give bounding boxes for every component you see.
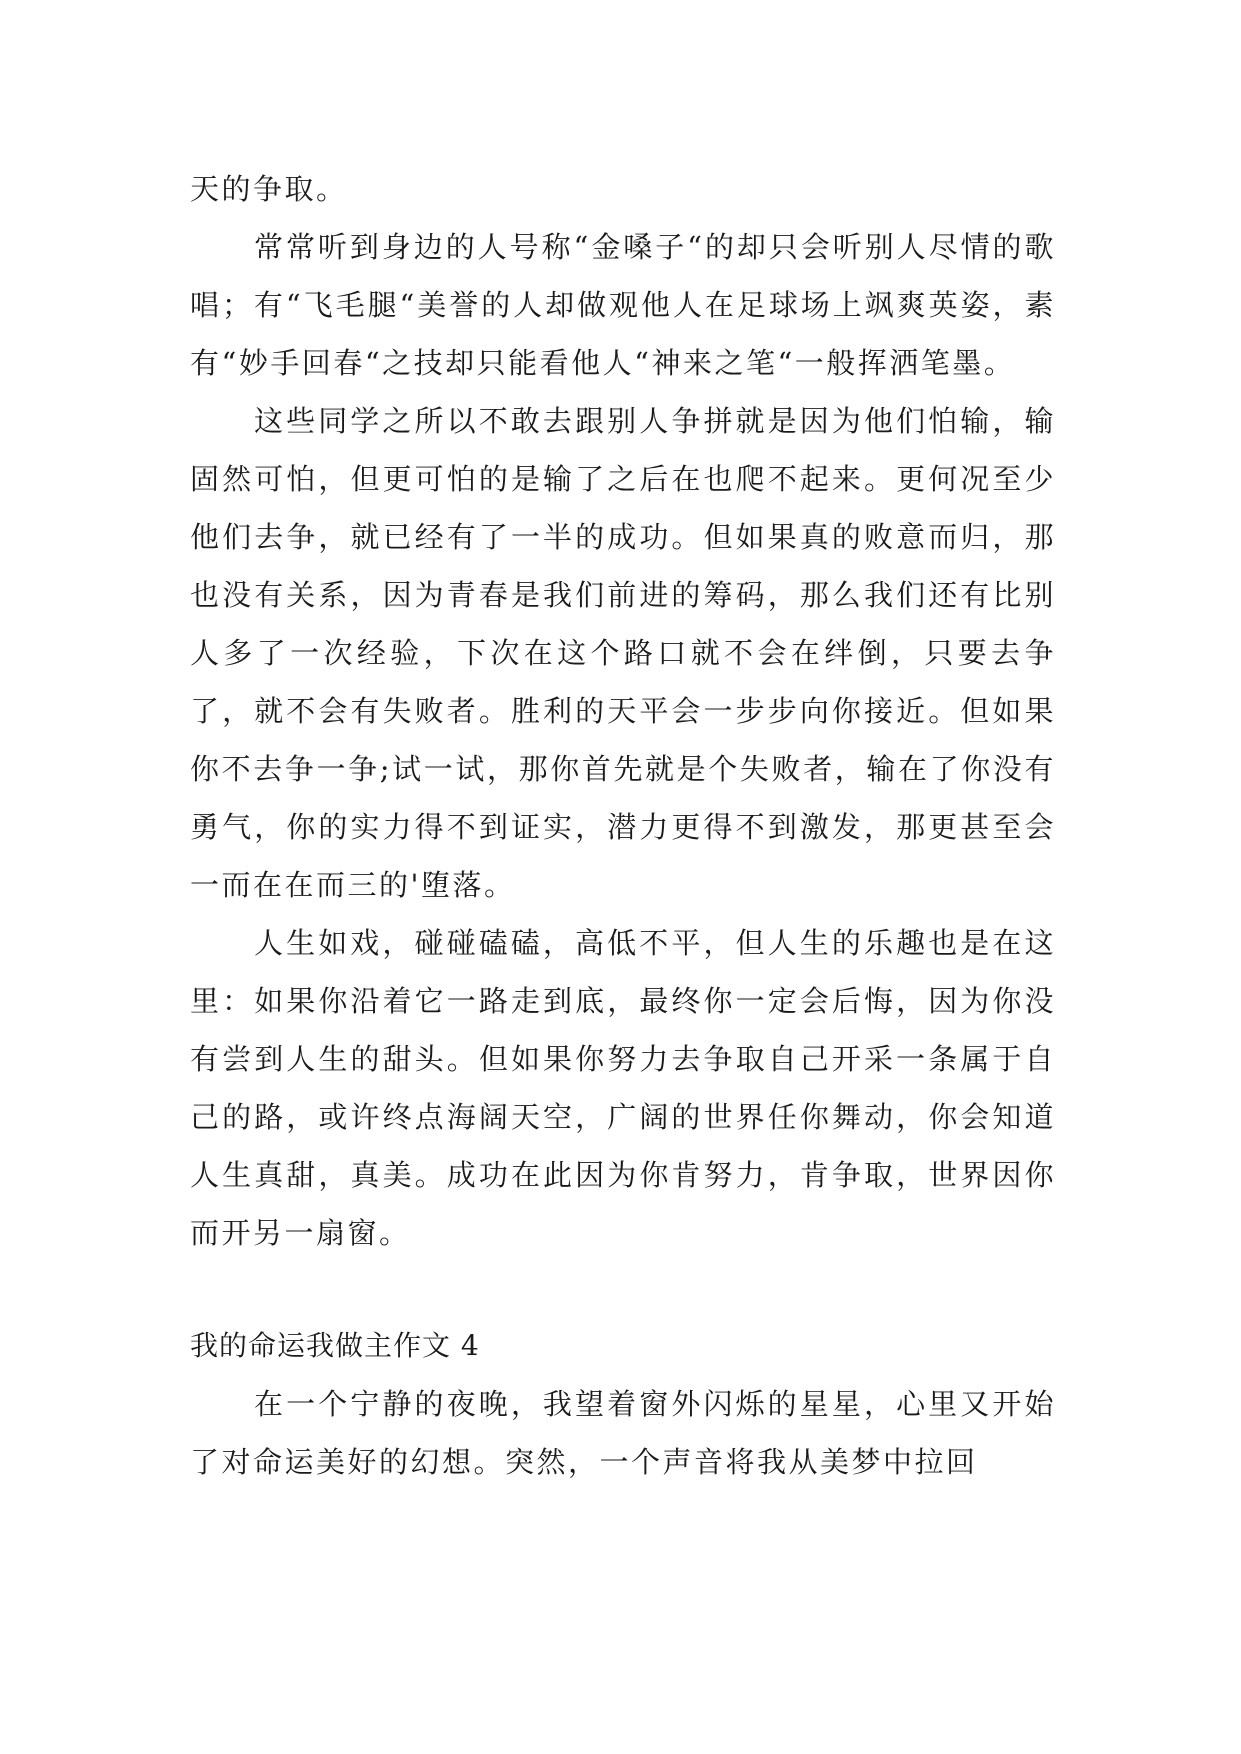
paragraph-continuation: 天的争取。 <box>190 172 348 206</box>
paragraph: 人生如戏，碰碰磕磕，高低不平，但人生的乐趣也是在这里：如果你沿着它一路走到底，最终你一定会后悔，因为你没有尝到人生的甜头。但如果你努力去争取自己开采一条属于自己的路，或许终点海阔天空，广阔的世界任你舞动，你会知道人生真甜，真美。成功在此因为你肯努力，肯争取，世界因你而开另一扇窗。 <box>190 926 1056 1250</box>
paragraph: 在一个宁静的夜晚，我望着窗外闪烁的星星，心里又开始了对命运美好的幻想。突然，一个声音将我从美梦中拉回 <box>190 1387 1056 1479</box>
document-body <box>190 160 1056 1491</box>
section-heading: 我的命运我做主作文 4 <box>190 1329 480 1362</box>
paragraph: 常常听到身边的人号称“金嗓子“的却只会听别人尽情的歌唱；有“飞毛腿“美誉的人却做观他人在足球场上飒爽英姿，素有“妙手回春“之技却只能看他人“神来之笔“一般挥洒笔墨。 <box>190 230 1056 380</box>
paragraph: 这些同学之所以不敢去跟别人争拼就是因为他们怕输，输固然可怕，但更可怕的是输了之后在也爬不起来。更何况至少他们去争，就已经有了一半的成功。但如果真的败意而归，那也没有关系，因为青春是我们前进的筹码，那么我们还有比别人多了一次经验，下次在这个路口就不会在绊倒，只要去争了，就不会有失败者。胜利的天平会一步步向你接近。但如果你不去争一争;试一试，那你首先就是个失败者，输在了你没有勇气，你的实力得不到证实，潜力更得不到激发，那更甚至会一而在在而三的'堕落。 <box>190 404 1056 902</box>
